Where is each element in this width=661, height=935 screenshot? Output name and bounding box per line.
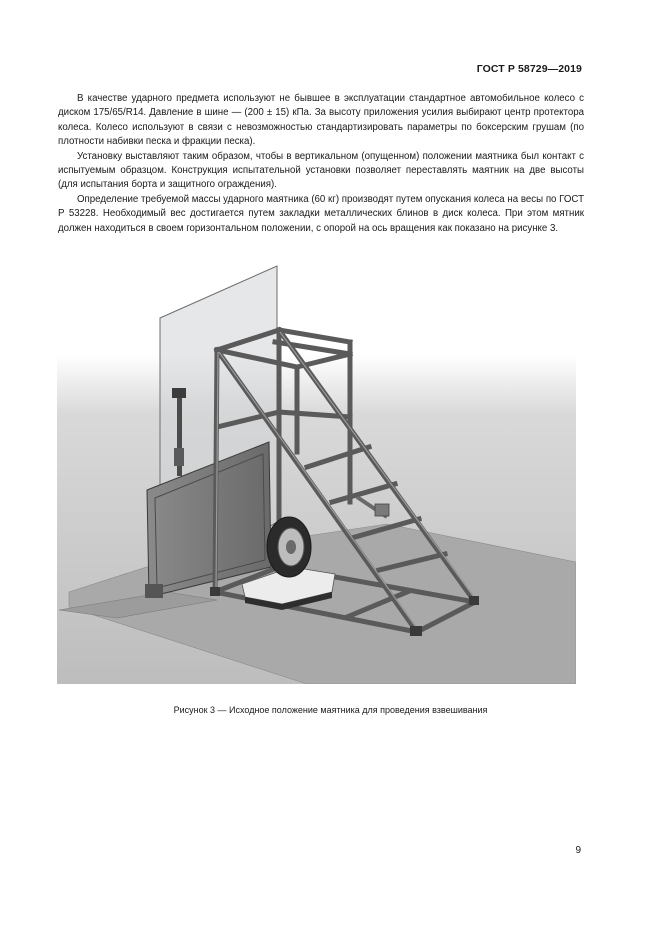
document-standard-header: ГОСТ Р 58729—2019 (476, 63, 582, 75)
figure-3-pendulum-rig (57, 262, 576, 684)
barrier-panel-base (145, 584, 163, 598)
post-sleeve (174, 448, 184, 466)
paragraph-2: Установку выставляют таким образом, чтобы в вертикальном (опущенном) положении маятника был контакт с испытуемым образцом. Конструкция испытательной установки позволяет переставлять маятник на две высоты (для испытания борта и защитного ограждения). (58, 150, 584, 191)
paragraph-3: Определение требуемой массы ударного маятника (60 кг) производят путем опускания колеса на весы по ГОСТ Р 53228. Необходимый вес достигается путем закладки металлических блинов в диск колеса. При этом мятник должен находиться в своем горизонтальном положении, с опорой на ось вращения как показано на рисунке 3. (58, 193, 584, 234)
body-text (58, 92, 584, 236)
wheel-impactor (267, 517, 311, 577)
paragraph-1: В качестве ударного предмета используют не бывшее в эксплуатации стандартное автомобильное колесо с диском 175/65/R14. Давление в шине — (200 ± 15) кПа. За высоту приложения усилия выбирают центр протектора колеса. Колесо используют в связи с невозможностью стандартизировать параметры по боксерским грушам (по плотности набивки песка и фракции песка). (58, 93, 584, 148)
figure-caption: Рисунок 3 — Исходное положение маятника для проведения взвешивания (173, 705, 488, 715)
post-clamp (172, 388, 186, 398)
page-number: 9 (575, 845, 581, 856)
